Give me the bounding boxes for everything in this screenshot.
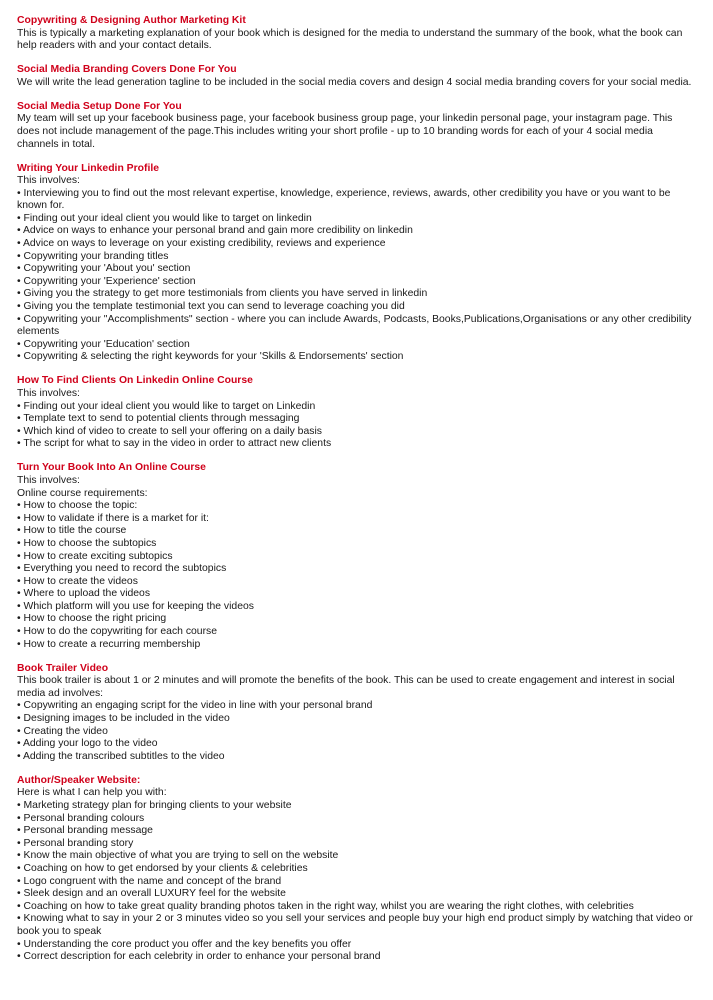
section [17, 15, 695, 53]
bullet-icon: • [17, 575, 21, 587]
section-title: Author/Speaker Website: [17, 774, 141, 786]
section [17, 375, 695, 451]
list-item-text: How to create the videos [23, 575, 138, 587]
bullet-icon: • [17, 799, 21, 811]
bullet-icon: • [17, 212, 21, 224]
bullet-icon: • [17, 713, 21, 725]
list-item [17, 401, 695, 414]
bullet-icon: • [17, 537, 21, 549]
bullet-icon: • [17, 626, 21, 638]
list-item-text: Personal branding message [23, 825, 153, 837]
list-item-text: Finding out your ideal client you would like to target on Linkedin [23, 400, 316, 412]
list-item-text: Interviewing you to find out the most relevant expertise, knowledge, experience, reviews, awards, other credibility you have or you want to be known for. [17, 187, 671, 212]
list-item-text: Copywriting an engaging script for the video in line with your personal brand [23, 700, 373, 712]
list-item [17, 813, 695, 826]
list-item-text: Adding the transcribed subtitles to the video [22, 750, 225, 762]
list-item [17, 339, 695, 352]
bullet-icon: • [17, 512, 21, 524]
bullet-icon: • [17, 825, 21, 837]
list-item [17, 738, 695, 751]
list-item [17, 513, 695, 526]
list-item [17, 288, 695, 301]
section [17, 163, 695, 365]
bullet-icon: • [17, 413, 21, 425]
list-item [17, 413, 695, 426]
list-item-text: How to choose the topic: [23, 500, 138, 512]
bullet-list [17, 188, 695, 364]
bullet-icon: • [17, 301, 21, 313]
list-item [17, 576, 695, 589]
list-item-text: Which kind of video to create to sell your offering on a daily basis [23, 425, 322, 437]
bullet-icon: • [17, 600, 21, 612]
list-item-text: Copywriting your 'About you' section [23, 263, 191, 275]
bullet-list [17, 700, 695, 763]
list-item [17, 426, 695, 439]
bullet-icon: • [17, 563, 21, 575]
list-item-text: Advice on ways to enhance your personal brand and gain more credibility on linkedin [22, 225, 413, 237]
section-title: Social Media Setup Done For You [17, 100, 182, 112]
list-item-text: Adding your logo to the video [22, 738, 158, 750]
list-item-text: How to title the course [23, 525, 127, 537]
list-item [17, 263, 695, 276]
bullet-list [17, 500, 695, 651]
bullet-icon: • [17, 438, 21, 450]
list-item-text: Giving you the template testimonial text you can send to leverage coaching you did [23, 301, 405, 313]
list-item [17, 238, 695, 251]
list-item-text: Advice on ways to leverage on your existing credibility, reviews and experience [22, 238, 386, 250]
list-item [17, 351, 695, 364]
section-paragraph: This involves: [17, 175, 80, 187]
list-item-text: How to create a recurring membership [23, 638, 201, 650]
bullet-icon: • [17, 288, 21, 300]
list-item [17, 626, 695, 639]
list-item-text: Template text to send to potential clients through messaging [23, 413, 300, 425]
list-item-text: Copywriting your 'Experience' section [23, 275, 196, 287]
bullet-icon: • [17, 750, 21, 762]
list-item [17, 913, 695, 938]
bullet-icon: • [17, 938, 21, 950]
list-item-text: Everything you need to record the subtopics [23, 563, 227, 575]
section [17, 663, 695, 764]
bullet-icon: • [17, 425, 21, 437]
list-item [17, 800, 695, 813]
section [17, 101, 695, 151]
bullet-icon: • [17, 862, 21, 874]
list-item-text: Copywriting your 'Education' section [23, 338, 190, 350]
list-item-text: Copywriting & selecting the right keywords for your 'Skills & Endorsements' section [23, 351, 404, 363]
section-title: Social Media Branding Covers Done For You [17, 64, 237, 76]
list-item [17, 939, 695, 952]
list-item [17, 588, 695, 601]
sections-container [17, 15, 695, 964]
list-item-text: How to create exciting subtopics [23, 550, 173, 562]
list-item-text: Logo congruent with the name and concept of the brand [23, 875, 282, 887]
bullet-list [17, 800, 695, 964]
section-paragraph: My team will set up your facebook business page, your facebook business group page, your linkedin personal page, your instagram page. This does not include management of the page.This includes writing your short profile - up to 10 branding words for each of your 4 social media channels in total. [17, 113, 673, 150]
section [17, 462, 695, 651]
list-item-text: How to choose the subtopics [23, 537, 157, 549]
list-item [17, 188, 695, 213]
bullet-icon: • [17, 951, 21, 963]
list-item-text: Designing images to be included in the video [23, 713, 230, 725]
list-item [17, 951, 695, 964]
bullet-icon: • [17, 250, 21, 262]
bullet-icon: • [17, 888, 21, 900]
bullet-icon: • [17, 550, 21, 562]
section-paragraph: This involves: [17, 388, 80, 399]
list-item-text: Marketing strategy plan for bringing clients to your website [23, 799, 292, 811]
bullet-icon: • [17, 313, 21, 325]
bullet-icon: • [17, 238, 21, 250]
list-item [17, 901, 695, 914]
list-item [17, 525, 695, 538]
bullet-icon: • [17, 738, 21, 750]
list-item-text: Giving you the strategy to get more testimonials from clients you have served in linkedin [23, 288, 428, 300]
section [17, 775, 695, 964]
list-item [17, 726, 695, 739]
section-title: Copywriting & Designing Author Marketing Kit [17, 15, 246, 26]
section-title: Book Trailer Video [17, 662, 109, 674]
list-item [17, 639, 695, 652]
list-item [17, 500, 695, 513]
list-item [17, 838, 695, 851]
list-item-text: Which platform will you use for keeping the videos [23, 600, 254, 612]
list-item [17, 613, 695, 626]
list-item [17, 888, 695, 901]
bullet-icon: • [17, 900, 21, 912]
section-title: Turn Your Book Into An Online Course [17, 462, 206, 474]
section-title: Writing Your Linkedin Profile [17, 162, 160, 174]
list-item-text: Copywriting your "Accomplishments" section - where you can include Awards, Podcasts, Books,Publications,Organisations or any other credibility elements [17, 313, 692, 338]
bullet-icon: • [17, 225, 21, 237]
list-item-text: Know the main objective of what you are trying to sell on the website [23, 850, 339, 862]
list-item [17, 563, 695, 576]
list-item [17, 438, 695, 451]
list-item [17, 538, 695, 551]
list-item [17, 863, 695, 876]
bullet-icon: • [17, 837, 21, 849]
bullet-icon: • [17, 275, 21, 287]
list-item [17, 301, 695, 314]
bullet-icon: • [17, 588, 21, 600]
list-item [17, 700, 695, 713]
section-paragraph: Online course requirements: [17, 487, 148, 499]
bullet-icon: • [17, 725, 21, 737]
bullet-icon: • [17, 500, 21, 512]
list-item-text: Knowing what to say in your 2 or 3 minutes video so you sell your services and people buy your high end product simply by watching that video or book you to speak [17, 913, 693, 937]
list-item [17, 551, 695, 564]
list-item-text: Sleek design and an overall LUXURY feel for the website [23, 888, 286, 900]
bullet-icon: • [17, 351, 21, 363]
bullet-icon: • [17, 613, 21, 625]
list-item [17, 850, 695, 863]
list-item [17, 225, 695, 238]
list-item-text: How to validate if there is a market for it: [23, 512, 209, 524]
list-item-text: Coaching on how to get endorsed by your clients & celebrities [23, 862, 308, 874]
list-item-text: How to choose the right pricing [23, 613, 167, 625]
bullet-icon: • [17, 400, 21, 412]
bullet-icon: • [17, 263, 21, 275]
list-item-text: Correct description for each celebrity in order to enhance your personal brand [23, 951, 381, 963]
bullet-icon: • [17, 850, 21, 862]
list-item [17, 251, 695, 264]
list-item-text: The script for what to say in the video in order to attract new clients [23, 438, 332, 450]
list-item-text: Coaching on how to take great quality branding photos taken in the right way, whilst you are wearing the right clothes, with celebrities [23, 900, 634, 912]
section [17, 64, 695, 89]
bullet-list [17, 401, 695, 451]
list-item [17, 876, 695, 889]
section-paragraph: This book trailer is about 1 or 2 minutes and will promote the benefits of the book. This can be used to create engagement and interest in social media ad involves: [17, 675, 675, 699]
bullet-icon: • [17, 638, 21, 650]
list-item-text: How to do the copywriting for each course [23, 626, 218, 638]
bullet-icon: • [17, 812, 21, 824]
list-item-text: Personal branding colours [23, 812, 145, 824]
bullet-icon: • [17, 875, 21, 887]
list-item [17, 713, 695, 726]
list-item-text: Personal branding story [23, 837, 134, 849]
section-paragraph: This involves: [17, 474, 80, 486]
list-item [17, 314, 695, 339]
bullet-icon: • [17, 525, 21, 537]
list-item [17, 601, 695, 614]
bullet-icon: • [17, 700, 21, 712]
bullet-icon: • [17, 338, 21, 350]
list-item-text: Finding out your ideal client you would like to target on linkedin [23, 212, 312, 224]
list-item [17, 825, 695, 838]
list-item-text: Copywriting your branding titles [23, 250, 169, 262]
bullet-icon: • [17, 913, 21, 925]
list-item [17, 213, 695, 226]
list-item [17, 276, 695, 289]
section-title: How To Find Clients On Linkedin Online Course [17, 375, 253, 387]
list-item-text: Where to upload the videos [23, 588, 151, 600]
list-item [17, 751, 695, 764]
section-paragraph: This is typically a marketing explanation of your book which is designed for the media to understand the summary of the book, what the book can help readers with and your contact details. [17, 27, 683, 52]
list-item-text: Creating the video [23, 725, 108, 737]
section-paragraph: Here is what I can help you with: [17, 787, 167, 799]
list-item-text: Understanding the core product you offer and the key benefits you offer [23, 938, 352, 950]
section-paragraph: We will write the lead generation tagline to be included in the social media covers and design 4 social media branding covers for your social media. [17, 76, 692, 88]
bullet-icon: • [17, 187, 21, 199]
